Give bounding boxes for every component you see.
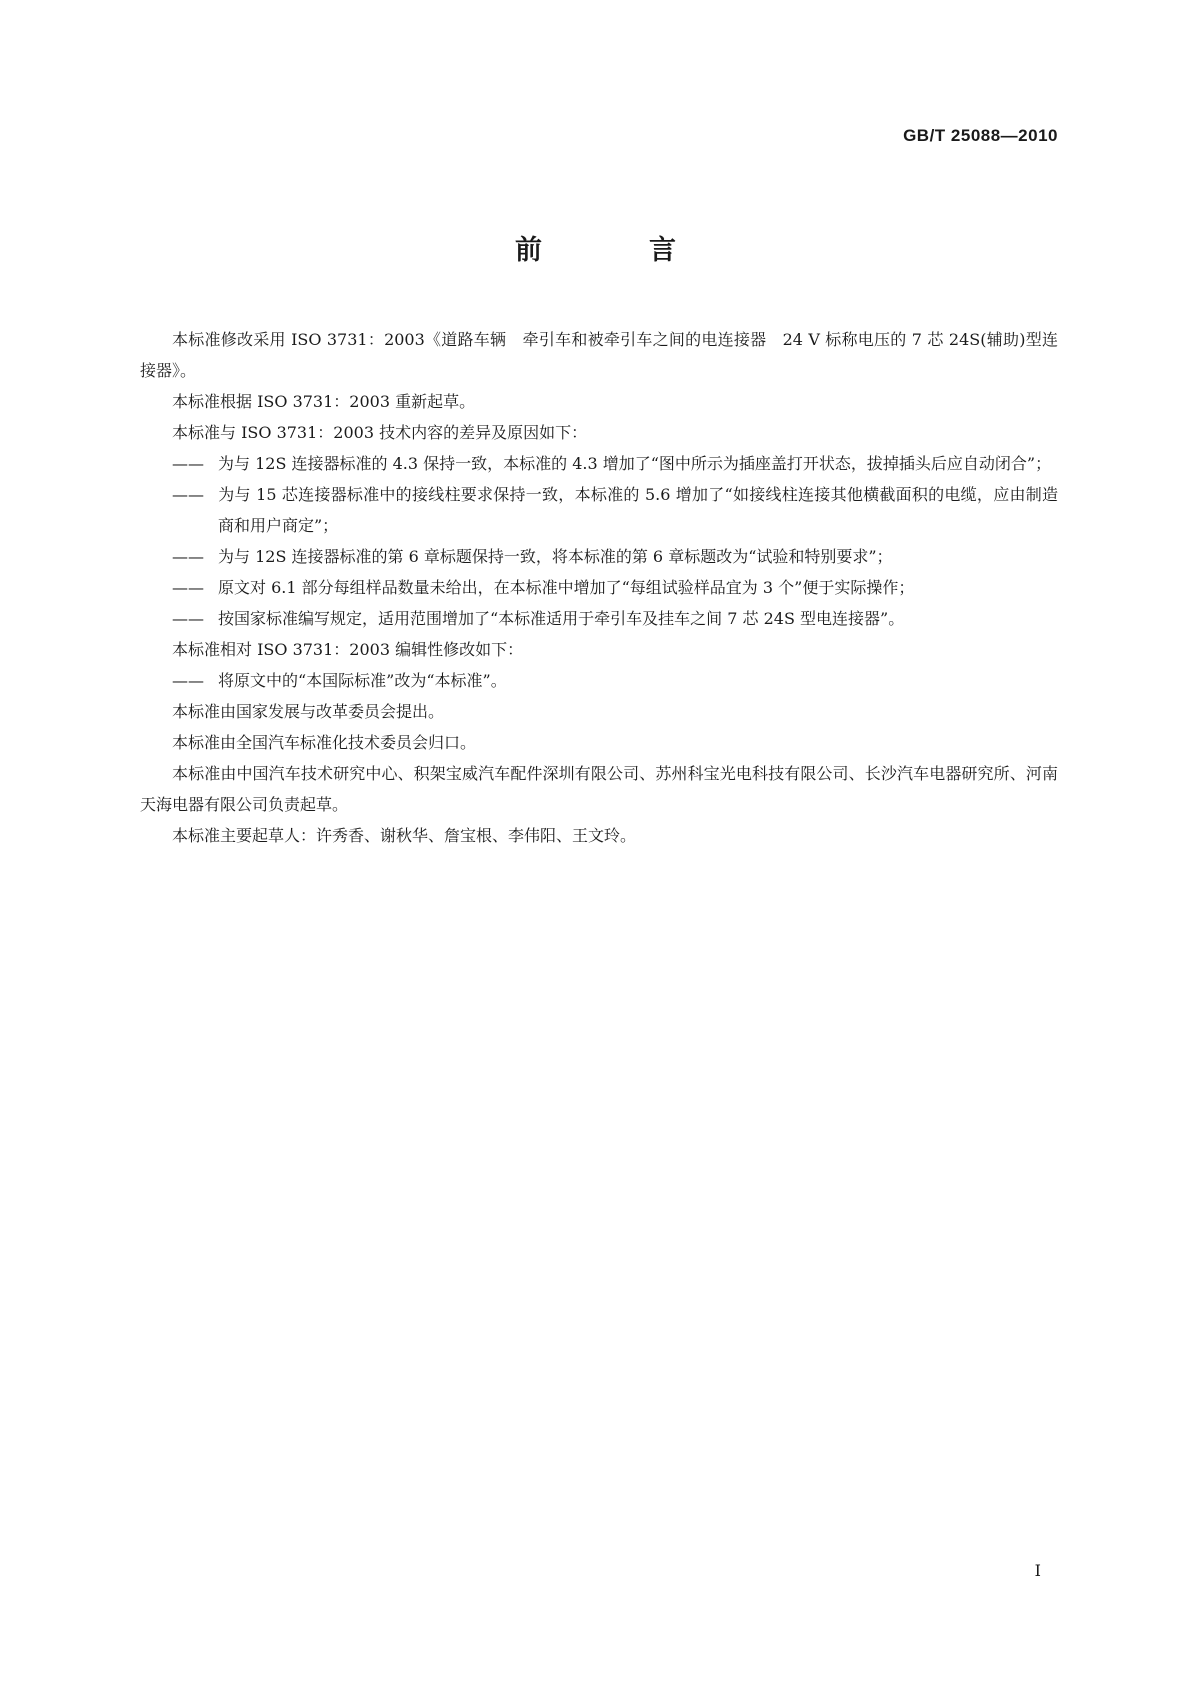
dash-list-item [140, 665, 1058, 696]
paragraph: 本标准由全国汽车标准化技术委员会归口。 [172, 733, 477, 752]
dash-list-item [140, 603, 1058, 634]
dash-item-text: 按国家标准编写规定，适用范围增加了“本标准适用于牵引车及挂车之间 7 芯 24S 型电连接器”。 [218, 609, 905, 628]
document-body [140, 324, 1058, 851]
dash-list-item [140, 541, 1058, 572]
dash-list-item [140, 479, 1058, 541]
paragraph: 本标准与 ISO 3731：2003 技术内容的差异及原因如下： [172, 423, 588, 442]
page-title: 前 言 [515, 235, 716, 266]
dash-item-text: 为与 12S 连接器标准的 4.3 保持一致，本标准的 4.3 增加了“图中所示为插座盖打开状态，拔掉插头后应自动闭合”； [218, 454, 1052, 473]
dash-mark: —— [172, 578, 204, 597]
paragraph: 本标准主要起草人：许秀香、谢秋华、詹宝根、李伟阳、王文玲。 [172, 826, 637, 845]
paragraph: 本标准根据 ISO 3731：2003 重新起草。 [172, 392, 476, 411]
paragraph: 本标准修改采用 ISO 3731：2003《道路车辆 牵引车和被牵引车之间的电连接器 24 V 标称电压的 7 芯 24S(辅助)型连接器》。 [140, 330, 1058, 380]
paragraph: 本标准由中国汽车技术研究中心、积架宝威汽车配件深圳有限公司、苏州科宝光电科技有限公司、长沙汽车电器研究所、河南天海电器有限公司负责起草。 [140, 764, 1058, 814]
dash-mark: —— [172, 485, 204, 504]
dash-list-item [140, 448, 1058, 479]
page-number: I [1034, 1561, 1041, 1580]
dash-item-text: 为与 12S 连接器标准的第 6 章标题保持一致，将本标准的第 6 章标题改为“试验和特别要求”； [218, 547, 893, 566]
dash-mark: —— [172, 671, 204, 690]
paragraph: 本标准相对 ISO 3731：2003 编辑性修改如下： [172, 640, 524, 659]
dash-list-item [140, 572, 1058, 603]
dash-mark: —— [172, 547, 204, 566]
dash-item-text: 为与 15 芯连接器标准中的接线柱要求保持一致，本标准的 5.6 增加了“如接线柱连接其他横截面积的电缆，应由制造商和用户商定”； [218, 485, 1058, 535]
dash-mark: —— [172, 609, 204, 628]
dash-mark: —— [172, 454, 204, 473]
standard-code: GB/T 25088—2010 [903, 126, 1058, 145]
dash-item-text: 将原文中的“本国际标准”改为“本标准”。 [218, 671, 507, 690]
dash-item-text: 原文对 6.1 部分每组样品数量未给出，在本标准中增加了“每组试验样品宜为 3 个”便于实际操作； [218, 578, 915, 597]
paragraph: 本标准由国家发展与改革委员会提出。 [172, 702, 445, 721]
